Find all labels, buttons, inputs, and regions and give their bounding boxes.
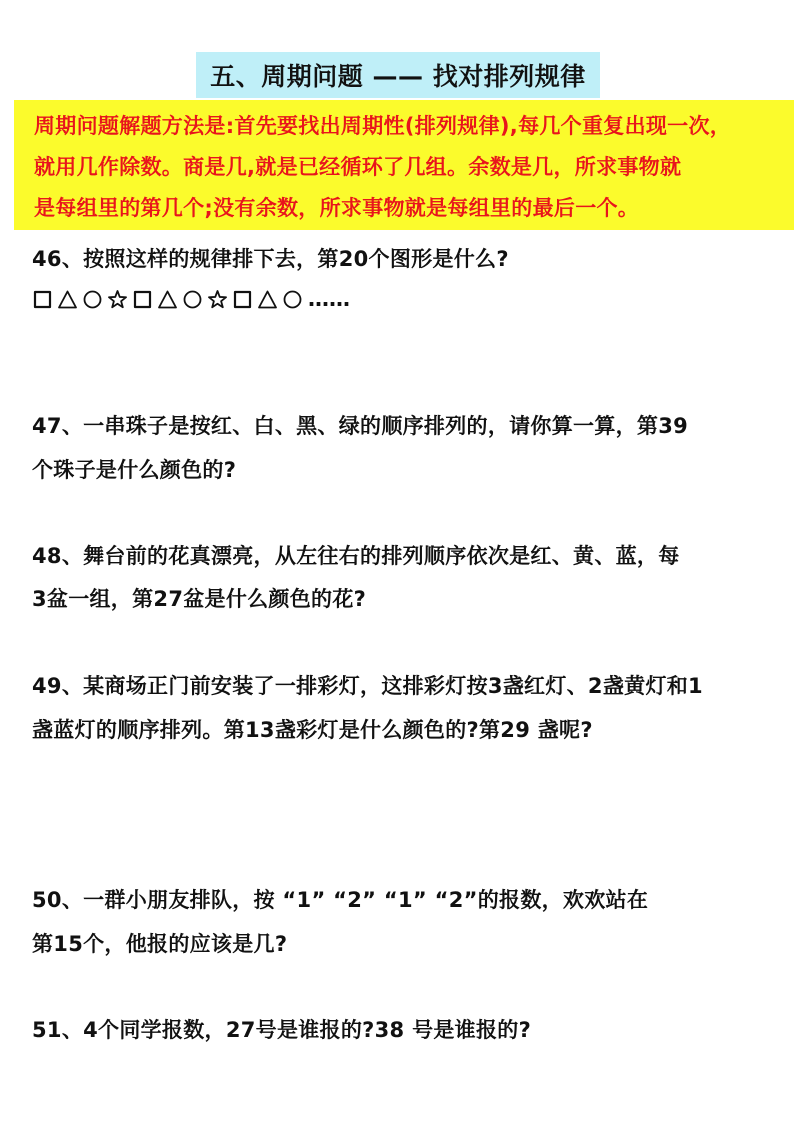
method-line-1: 周期问题解题方法是:首先要找出周期性(排列规律),每几个重复出现一次， [34,114,732,138]
question-47-line-2: 个珠子是什么颜色的? [32,458,237,482]
sequence-ellipsis: …… [308,286,350,311]
triangle-shape-icon [257,289,278,310]
question-48-line-1: 48、舞台前的花真漂亮，从左往右的排列顺序依次是红、黄、蓝，每 [32,544,680,568]
star-shape-icon [107,289,128,310]
title-banner [196,52,600,98]
question-48-line-2: 3盆一组，第27盆是什么颜色的花? [32,587,367,611]
square-shape-icon [232,289,253,310]
question-49-line-1: 49、某商场正门前安装了一排彩灯，这排彩灯按3盏红灯、2盏黄灯和1 [32,674,703,698]
page-title: 五、周期问题 —— 找对排列规律 [210,62,586,91]
method-line-2: 就用几作除数。商是几,就是已经循环了几组。余数是几，所求事物就 [34,155,682,179]
circle-shape-icon [82,289,103,310]
star-shape-icon [207,289,228,310]
triangle-shape-icon [157,289,178,310]
square-shape-icon [32,289,53,310]
question-51-text: 51、4个同学报数，27号是谁报的?38 号是谁报的? [32,1018,532,1042]
question-50-line-2: 第15个，他报的应该是几? [32,932,288,956]
method-highlight-box [14,100,794,230]
question-46-text: 46、按照这样的规律排下去，第20个图形是什么? [32,247,509,271]
method-line-3: 是每组里的第几个;没有余数，所求事物就是每组里的最后一个。 [34,196,640,220]
triangle-shape-icon [57,289,78,310]
square-shape-icon [132,289,153,310]
question-47-line-1: 47、一串珠子是按红、白、黑、绿的顺序排列的，请你算一算，第39 [32,414,689,438]
question-50-line-1: 50、一群小朋友排队，按 “1” “2” “1” “2”的报数，欢欢站在 [32,888,649,912]
circle-shape-icon [182,289,203,310]
circle-shape-icon [282,289,303,310]
question-49-line-2: 盏蓝灯的顺序排列。第13盏彩灯是什么颜色的?第29 盏呢? [32,718,593,742]
shape-sequence [32,287,350,311]
